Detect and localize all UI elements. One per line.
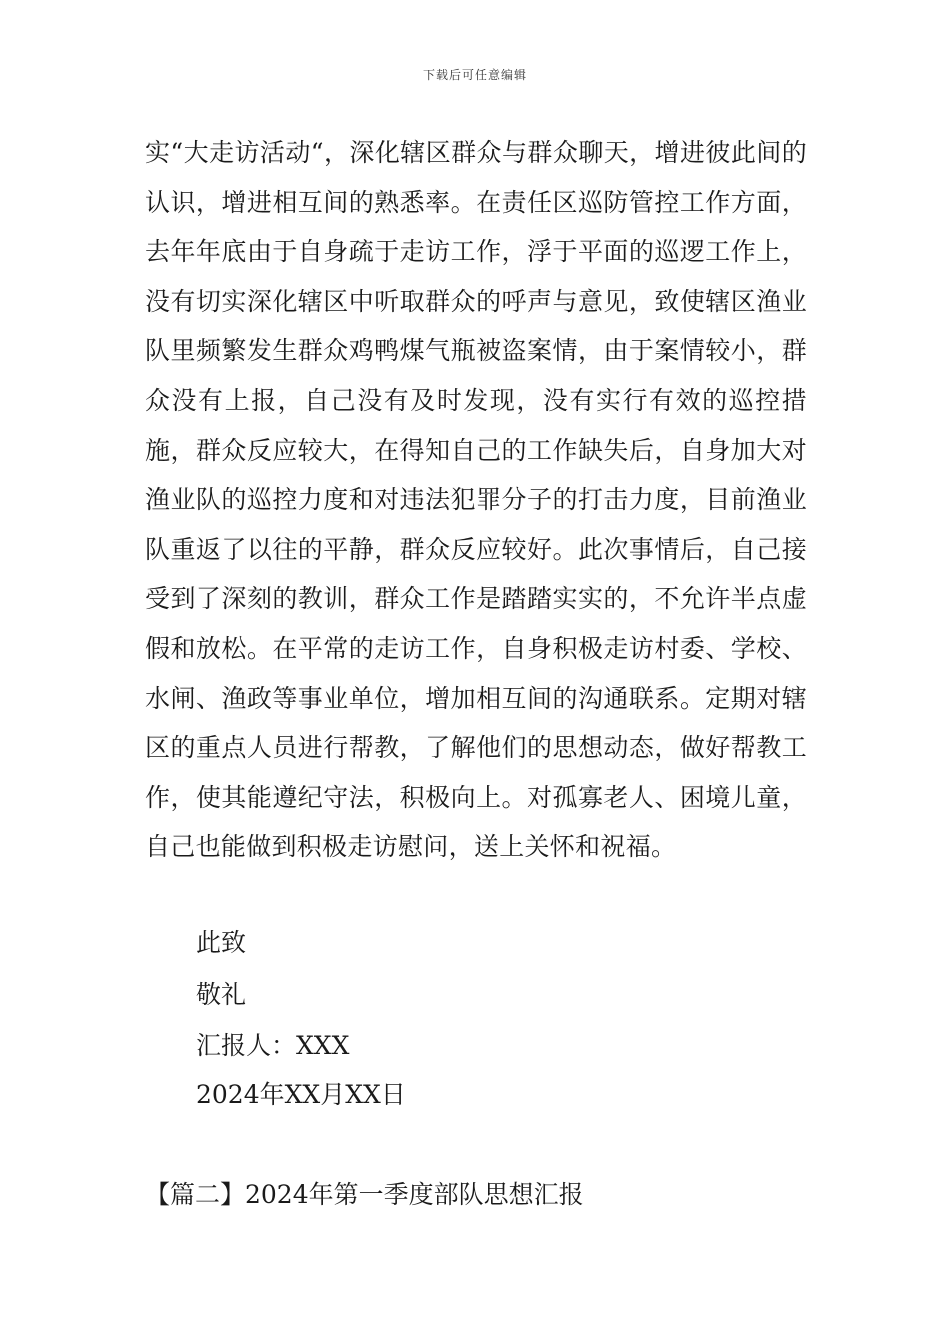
page-header-note: 下载后可任意编辑 <box>422 68 527 82</box>
reporter-signature: 汇报人：XXX <box>196 1031 350 1060</box>
closing-regards: 敬礼 <box>196 980 247 1009</box>
closing-salutation: 此致 <box>196 928 247 957</box>
report-date: 2024年XX月XX日 <box>196 1080 406 1109</box>
body-paragraph: 实“大走访活动“，深化辖区群众与群众聊天，增进彼此间的认识，增进相互间的熟悉率。在责任区巡防管控工作方面，去年年底由于自身疏于走访工作，浮于平面的巡逻工作上，没有切实深化辖区中听取群众的呼声与意见，致使辖区渔业队里频繁发生群众鸡鸭煤气瓶被盗案情，由于案情较小，群众没有上报，自己没有及时发现，没有实行有效的巡控措施，群众反应较大，在得知自己的工作缺失后，自身加大对渔业队的巡控力度和对违法犯罪分子的打击力度，目前渔业队重返了以往的平静，群众反应较好。此次事情后，自己接受到了深刻的教训，群众工作是踏踏实实的，不允许半点虚假和放松。在平常的走访工作，自身积极走访村委、学校、水闸、渔政等事业单位，增加相互间的沟通联系。定期对辖区的重点人员进行帮教，了解他们的思想动态，做好帮教工作，使其能遵纪守法，积极向上。对孤寡老人、困境儿童，自己也能做到积极走访慰问，送上关怀和祝福。 <box>145 138 807 862</box>
section-heading: 【篇二】2024年第一季度部队思想汇报 <box>145 1180 584 1209</box>
